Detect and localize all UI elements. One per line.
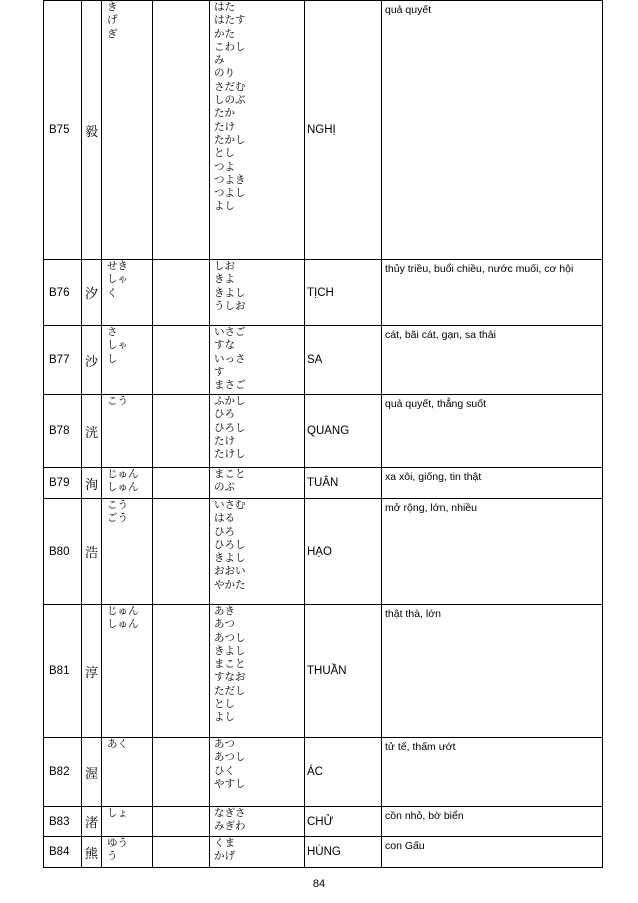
- entry-code: B77: [44, 326, 82, 395]
- table-row: [44, 468, 603, 499]
- on-readings: [102, 260, 153, 326]
- entry-code: B84: [44, 837, 82, 868]
- kun-reading: ひろ: [214, 408, 235, 421]
- blank-cell: [153, 738, 210, 807]
- entry-code: B81: [44, 605, 82, 738]
- kun-reading: はる: [214, 512, 235, 525]
- on-reading: ゆう: [107, 837, 128, 849]
- kun-reading: かげ: [214, 850, 235, 863]
- on-reading: し: [107, 352, 118, 365]
- entry-kanji: 熊: [82, 837, 102, 868]
- kun-reading: す: [214, 365, 225, 378]
- hanviet-reading: HÙNG: [305, 837, 382, 868]
- on-reading: こう: [107, 499, 128, 511]
- kun-reading: くま: [214, 837, 235, 849]
- hanviet-reading: NGHỊ: [305, 1, 382, 260]
- kun-reading: みぎわ: [214, 820, 246, 833]
- kun-reading: よし: [214, 200, 235, 213]
- kun-reading: たけ: [214, 434, 235, 447]
- kun-reading: あつ: [214, 618, 235, 631]
- blank-cell: [153, 326, 210, 395]
- kun-readings: [210, 1, 305, 260]
- blank-cell: [153, 468, 210, 499]
- entry-kanji: 淳: [82, 605, 102, 738]
- on-readings: [102, 738, 153, 807]
- hanviet-reading: HẠO: [305, 499, 382, 605]
- kun-reading: さだむ: [214, 80, 246, 93]
- kun-reading: ただし: [214, 684, 246, 697]
- on-reading: じゅん: [107, 468, 139, 480]
- meaning: thủy triều, buổi chiều, nước muối, cơ hội: [382, 260, 603, 326]
- kanji-table: [43, 0, 603, 868]
- entry-code: B76: [44, 260, 82, 326]
- hanviet-reading: SA: [305, 326, 382, 395]
- meaning: quả quyết: [382, 1, 603, 260]
- hanviet-reading: TUÂN: [305, 468, 382, 499]
- hanviet-reading: QUANG: [305, 395, 382, 468]
- on-reading: じゅん: [107, 605, 139, 617]
- kun-reading: ひく: [214, 764, 235, 777]
- kun-readings: [210, 837, 305, 868]
- on-readings: [102, 1, 153, 260]
- kun-reading: やかた: [214, 578, 246, 591]
- hanviet-reading: THUẦN: [305, 605, 382, 738]
- kun-reading: あつ: [214, 738, 235, 750]
- on-reading: しゅん: [107, 481, 139, 494]
- blank-cell: [153, 260, 210, 326]
- entry-kanji: 渚: [82, 807, 102, 837]
- kun-reading: うしお: [214, 299, 246, 312]
- entry-code: B82: [44, 738, 82, 807]
- kun-reading: ひろ: [214, 525, 235, 538]
- meaning: tử tế, thấm ướt: [382, 738, 603, 807]
- entry-kanji: 沙: [82, 326, 102, 395]
- on-reading: しゃ: [107, 273, 128, 286]
- kun-reading: いさご: [214, 326, 246, 338]
- table-row: [44, 1, 603, 260]
- kun-reading: とし: [214, 698, 235, 711]
- kun-reading: たけし: [214, 448, 246, 461]
- on-reading: く: [107, 286, 118, 299]
- table-row: [44, 499, 603, 605]
- entry-kanji: 毅: [82, 1, 102, 260]
- hanviet-reading: CHỬ: [305, 807, 382, 837]
- on-readings: [102, 468, 153, 499]
- kun-reading: とし: [214, 147, 235, 160]
- entry-code: B78: [44, 395, 82, 468]
- kun-reading: きよ: [214, 273, 235, 286]
- kun-readings: [210, 395, 305, 468]
- kun-reading: すな: [214, 339, 235, 352]
- kun-reading: はたす: [214, 14, 246, 27]
- table-row: [44, 738, 603, 807]
- table-row: [44, 605, 603, 738]
- on-reading: う: [107, 850, 118, 863]
- kun-reading: ひろし: [214, 538, 246, 551]
- kun-reading: かた: [214, 27, 235, 40]
- kun-reading: たか: [214, 107, 235, 120]
- table-row: [44, 260, 603, 326]
- meaning: xa xôi, giống, tin thật: [382, 468, 603, 499]
- kun-reading: つよき: [214, 173, 246, 186]
- kun-reading: しお: [214, 260, 235, 272]
- kun-reading: なぎさ: [214, 807, 246, 819]
- blank-cell: [153, 807, 210, 837]
- entry-code: B75: [44, 1, 82, 260]
- kun-reading: ふかし: [214, 395, 246, 407]
- table-row: [44, 395, 603, 468]
- kun-readings: [210, 260, 305, 326]
- on-reading: せき: [107, 260, 128, 272]
- kun-reading: まこと: [214, 468, 246, 480]
- kun-reading: よし: [214, 711, 235, 724]
- table-row: [44, 326, 603, 395]
- on-reading: あく: [107, 738, 128, 750]
- on-reading: ぎ: [107, 27, 118, 40]
- blank-cell: [153, 837, 210, 868]
- kun-reading: きよし: [214, 644, 246, 657]
- kun-reading: あつし: [214, 751, 246, 764]
- on-reading: しょ: [107, 807, 128, 819]
- on-readings: [102, 605, 153, 738]
- kun-reading: ひろし: [214, 421, 246, 434]
- meaning: mở rộng, lớn, nhiều: [382, 499, 603, 605]
- hanviet-reading: ÁC: [305, 738, 382, 807]
- table-row: [44, 807, 603, 837]
- blank-cell: [153, 1, 210, 260]
- table-row: [44, 837, 603, 868]
- kun-readings: [210, 807, 305, 837]
- on-reading: こう: [107, 395, 128, 407]
- kun-readings: [210, 326, 305, 395]
- entry-code: B80: [44, 499, 82, 605]
- meaning: cồn nhỏ, bờ biển: [382, 807, 603, 837]
- on-reading: しゃ: [107, 339, 128, 352]
- entry-kanji: 汐: [82, 260, 102, 326]
- blank-cell: [153, 605, 210, 738]
- kun-reading: つよし: [214, 187, 246, 200]
- entry-kanji: 浩: [82, 499, 102, 605]
- entry-kanji: 洵: [82, 468, 102, 499]
- blank-cell: [153, 395, 210, 468]
- kun-readings: [210, 499, 305, 605]
- kun-reading: きよし: [214, 286, 246, 299]
- kun-reading: のり: [214, 67, 235, 80]
- kun-reading: しのぶ: [214, 94, 246, 107]
- entry-kanji: 渥: [82, 738, 102, 807]
- on-readings: [102, 807, 153, 837]
- on-readings: [102, 837, 153, 868]
- entry-code: B79: [44, 468, 82, 499]
- kun-readings: [210, 468, 305, 499]
- kun-reading: おおい: [214, 565, 246, 578]
- entry-code: B83: [44, 807, 82, 837]
- kun-reading: こわし: [214, 40, 246, 53]
- hanviet-reading: TỊCH: [305, 260, 382, 326]
- kanji-table-body: [44, 1, 603, 868]
- kun-reading: いさむ: [214, 499, 246, 511]
- kun-reading: いっさ: [214, 352, 246, 365]
- blank-cell: [153, 499, 210, 605]
- kun-reading: み: [214, 54, 225, 67]
- on-reading: さ: [107, 326, 118, 338]
- on-reading: げ: [107, 14, 118, 27]
- meaning: quả quyết, thẳng suốt: [382, 395, 603, 468]
- kun-reading: のぶ: [214, 481, 235, 494]
- on-reading: き: [107, 1, 118, 13]
- kun-reading: すなお: [214, 671, 246, 684]
- kun-readings: [210, 738, 305, 807]
- entry-kanji: 洸: [82, 395, 102, 468]
- on-readings: [102, 395, 153, 468]
- page-number: 84: [312, 878, 326, 890]
- on-readings: [102, 326, 153, 395]
- kun-reading: つよ: [214, 160, 235, 173]
- kun-reading: はた: [214, 1, 235, 13]
- kun-reading: まさご: [214, 379, 246, 392]
- kun-readings: [210, 605, 305, 738]
- on-reading: ごう: [107, 512, 128, 525]
- kun-reading: まこと: [214, 658, 246, 671]
- kun-reading: あき: [214, 605, 235, 617]
- meaning: con Gấu: [382, 837, 603, 868]
- kun-reading: やすし: [214, 777, 246, 790]
- meaning: cát, bãi cát, gạn, sa thải: [382, 326, 603, 395]
- kun-reading: たかし: [214, 133, 246, 146]
- kun-reading: あつし: [214, 631, 246, 644]
- kun-reading: きよし: [214, 552, 246, 565]
- kun-reading: たけ: [214, 120, 235, 133]
- on-reading: しゅん: [107, 618, 139, 631]
- on-readings: [102, 499, 153, 605]
- meaning: thật thà, lớn: [382, 605, 603, 738]
